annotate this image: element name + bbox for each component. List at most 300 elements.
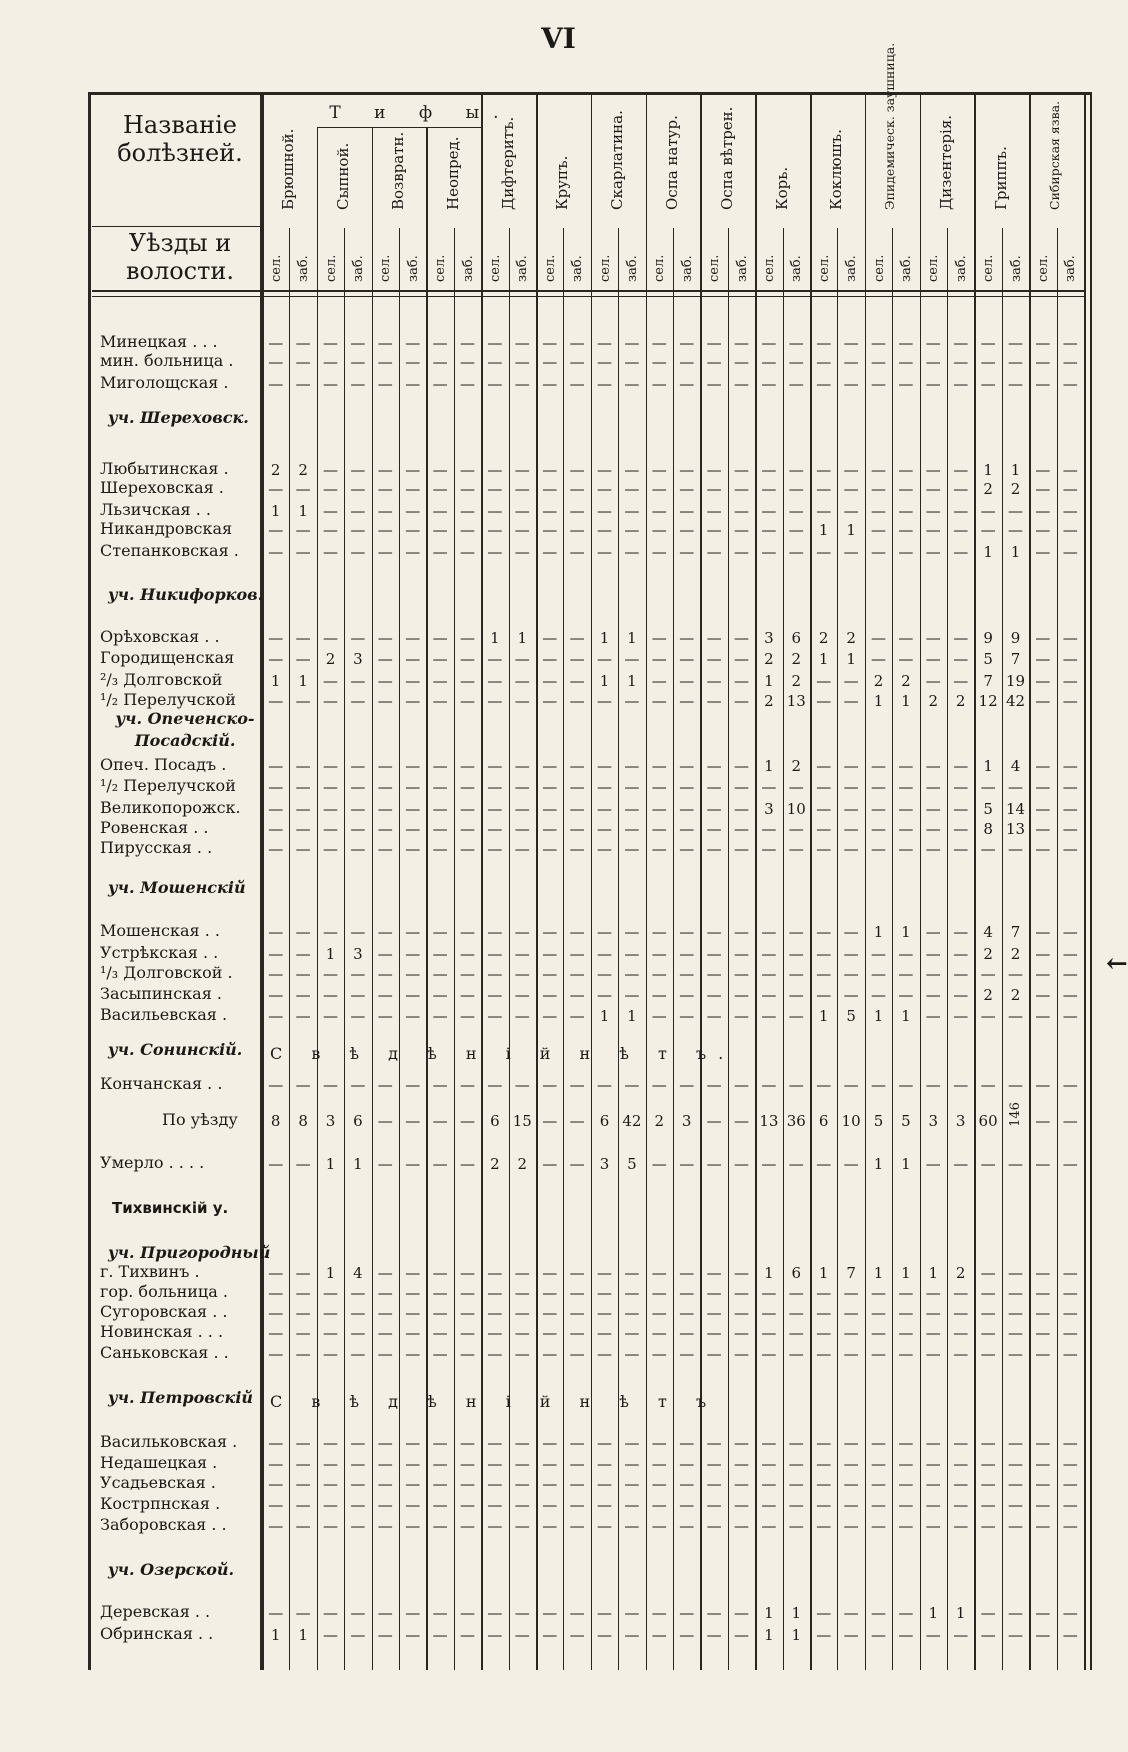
data-cell: 9 [983, 629, 993, 647]
data-cell: 1 [325, 1264, 336, 1282]
empty-cell-dash: — [514, 521, 530, 539]
empty-cell-dash: — [1062, 800, 1078, 818]
empty-cell-dash: — [432, 778, 448, 796]
data-cell: 7 [1010, 923, 1021, 941]
empty-cell-dash: — [377, 945, 393, 963]
empty-cell-dash: — [432, 1007, 448, 1025]
empty-cell-dash: — [542, 692, 558, 710]
row-label: ¹/₂ Перелучской [100, 776, 236, 795]
empty-cell-dash: — [377, 1324, 393, 1342]
empty-cell-dash: — [1035, 800, 1051, 818]
empty-cell-dash: — [459, 986, 475, 1004]
data-cell: 4 [353, 1264, 363, 1282]
empty-cell-dash: — [514, 1496, 530, 1514]
empty-cell-dash: — [953, 1345, 969, 1363]
row-label: Заборовская . . [100, 1515, 227, 1534]
typhus-group-title: Т и ф ы. [329, 103, 513, 123]
empty-cell-dash: — [706, 778, 722, 796]
empty-cell-dash: — [706, 353, 722, 371]
empty-cell-dash: — [295, 1264, 311, 1282]
data-cell: 5 [983, 650, 993, 668]
empty-cell-dash: — [953, 778, 969, 796]
empty-cell-dash: — [651, 1475, 667, 1493]
empty-cell-dash: — [651, 502, 667, 520]
empty-cell-dash: — [596, 480, 612, 498]
data-cell: 7 [983, 672, 993, 690]
sub-header-sel: сел. [433, 254, 449, 282]
empty-cell-dash: — [1035, 965, 1051, 983]
empty-cell-dash: — [898, 965, 914, 983]
empty-cell-dash: — [1007, 1475, 1023, 1493]
empty-cell-dash: — [542, 502, 558, 520]
sub-header-sel: сел. [487, 254, 503, 282]
empty-cell-dash: — [432, 334, 448, 352]
district-title: Уѣзды и волости. [126, 229, 234, 285]
data-cell: 146 [1007, 1102, 1023, 1127]
empty-cell-dash: — [1007, 1155, 1023, 1173]
empty-cell-dash: — [898, 1475, 914, 1493]
empty-cell-dash: — [377, 1475, 393, 1493]
row-label: Минецкая . . . [100, 332, 218, 351]
empty-cell-dash: — [733, 375, 749, 393]
empty-cell-dash: — [679, 923, 695, 941]
empty-cell-dash: — [1035, 650, 1051, 668]
empty-cell-dash: — [322, 521, 338, 539]
empty-cell-dash: — [706, 672, 722, 690]
data-cell: 14 [1005, 800, 1026, 818]
empty-cell-dash: — [953, 480, 969, 498]
empty-cell-dash: — [514, 692, 530, 710]
empty-cell-dash: — [733, 1604, 749, 1622]
empty-cell-dash: — [1035, 1626, 1051, 1644]
empty-cell-dash: — [706, 521, 722, 539]
empty-cell-dash: — [596, 1626, 612, 1644]
empty-cell-dash: — [405, 1112, 421, 1130]
data-cell: 7 [846, 1264, 856, 1282]
empty-cell-dash: — [1062, 1264, 1078, 1282]
empty-cell-dash: — [733, 1475, 749, 1493]
empty-cell-dash: — [651, 1076, 667, 1094]
empty-cell-dash: — [870, 629, 886, 647]
empty-cell-dash: — [322, 334, 338, 352]
empty-cell-dash: — [377, 1517, 393, 1535]
empty-cell-dash: — [925, 757, 941, 775]
empty-cell-dash: — [322, 1626, 338, 1644]
empty-cell-dash: — [542, 945, 558, 963]
empty-cell-dash: — [405, 1155, 421, 1173]
empty-cell-dash: — [542, 543, 558, 561]
empty-cell-dash: — [788, 480, 804, 498]
empty-cell-dash: — [953, 1455, 969, 1473]
empty-cell-dash: — [1035, 945, 1051, 963]
data-cell: 13 [759, 1112, 779, 1130]
empty-cell-dash: — [898, 1284, 914, 1302]
empty-cell-dash: — [295, 334, 311, 352]
empty-cell-dash: — [788, 1076, 804, 1094]
empty-cell-dash: — [953, 461, 969, 479]
disease-column-header: Дифтеритъ. [498, 116, 517, 210]
empty-cell-dash: — [733, 1626, 749, 1644]
empty-cell-dash: — [651, 375, 667, 393]
empty-cell-dash: — [980, 1604, 996, 1622]
empty-cell-dash: — [405, 820, 421, 838]
empty-cell-dash: — [679, 502, 695, 520]
empty-cell-dash: — [898, 1324, 914, 1342]
empty-cell-dash: — [569, 543, 585, 561]
empty-cell-dash: — [925, 778, 941, 796]
empty-cell-dash: — [679, 1304, 695, 1322]
empty-cell-dash: — [268, 480, 284, 498]
empty-cell-dash: — [432, 480, 448, 498]
empty-cell-dash: — [624, 521, 640, 539]
disease-column-header: Возвратн. [389, 131, 407, 210]
empty-cell-dash: — [706, 1284, 722, 1302]
data-cell: 5 [627, 1155, 637, 1173]
empty-cell-dash: — [651, 1626, 667, 1644]
empty-cell-dash: — [322, 1007, 338, 1025]
empty-cell-dash: — [679, 1434, 695, 1452]
row-label: Кончанская . . [100, 1074, 223, 1093]
empty-cell-dash: — [624, 1475, 640, 1493]
empty-cell-dash: — [706, 480, 722, 498]
data-cell: 1 [627, 1007, 637, 1025]
empty-cell-dash: — [870, 521, 886, 539]
empty-cell-dash: — [459, 840, 475, 858]
empty-cell-dash: — [953, 1517, 969, 1535]
empty-cell-dash: — [788, 375, 804, 393]
margin-arrow-annotation: ← [1106, 949, 1128, 979]
empty-cell-dash: — [953, 1007, 969, 1025]
empty-cell-dash: — [706, 543, 722, 561]
data-cell: 1 [791, 1604, 802, 1622]
column-rule [1084, 92, 1086, 1670]
empty-cell-dash: — [733, 1284, 749, 1302]
empty-cell-dash: — [679, 986, 695, 1004]
empty-cell-dash: — [405, 800, 421, 818]
empty-cell-dash: — [268, 757, 284, 775]
empty-cell-dash: — [377, 1284, 393, 1302]
empty-cell-dash: — [596, 965, 612, 983]
empty-cell-dash: — [761, 820, 777, 838]
data-cell: 1 [764, 1264, 774, 1282]
data-cell: 2 [901, 672, 911, 690]
empty-cell-dash: — [1007, 521, 1023, 539]
empty-cell-dash: — [596, 353, 612, 371]
empty-cell-dash: — [1062, 334, 1078, 352]
empty-cell-dash: — [624, 1345, 640, 1363]
empty-cell-dash: — [459, 543, 475, 561]
data-cell: 2 [1010, 986, 1021, 1004]
empty-cell-dash: — [268, 1455, 284, 1473]
empty-cell-dash: — [679, 1324, 695, 1342]
empty-cell-dash: — [596, 1475, 612, 1493]
empty-cell-dash: — [624, 923, 640, 941]
empty-cell-dash: — [1035, 923, 1051, 941]
empty-cell-dash: — [925, 650, 941, 668]
header-bottom-rule [92, 290, 1084, 292]
empty-cell-dash: — [706, 375, 722, 393]
empty-cell-dash: — [898, 1604, 914, 1622]
sub-header-zab: заб. [350, 255, 366, 282]
empty-cell-dash: — [514, 778, 530, 796]
empty-cell-dash: — [295, 1475, 311, 1493]
empty-cell-dash: — [870, 375, 886, 393]
empty-cell-dash: — [925, 502, 941, 520]
empty-cell-dash: — [953, 800, 969, 818]
empty-cell-dash: — [350, 1304, 366, 1322]
empty-cell-dash: — [295, 1155, 311, 1173]
data-cell: 1 [764, 757, 774, 775]
empty-cell-dash: — [487, 1304, 503, 1322]
empty-cell-dash: — [542, 1345, 558, 1363]
empty-cell-dash: — [733, 840, 749, 858]
sub-header-zab: заб. [953, 255, 969, 282]
empty-cell-dash: — [596, 1304, 612, 1322]
empty-cell-dash: — [733, 1496, 749, 1514]
empty-cell-dash: — [870, 1324, 886, 1342]
data-cell: 3 [353, 945, 363, 963]
empty-cell-dash: — [816, 1345, 832, 1363]
data-cell: 2 [928, 692, 939, 710]
empty-cell-dash: — [624, 800, 640, 818]
empty-cell-dash: — [569, 820, 585, 838]
empty-cell-dash: — [761, 778, 777, 796]
empty-cell-dash: — [679, 692, 695, 710]
empty-cell-dash: — [322, 1475, 338, 1493]
empty-cell-dash: — [706, 965, 722, 983]
empty-cell-dash: — [898, 461, 914, 479]
empty-cell-dash: — [1007, 353, 1023, 371]
empty-cell-dash: — [1035, 1324, 1051, 1342]
empty-cell-dash: — [1062, 1324, 1078, 1342]
empty-cell-dash: — [322, 1434, 338, 1452]
column-rule [1029, 92, 1031, 1670]
empty-cell-dash: — [377, 502, 393, 520]
empty-cell-dash: — [350, 757, 366, 775]
empty-cell-dash: — [322, 1455, 338, 1473]
empty-cell-dash: — [268, 521, 284, 539]
empty-cell-dash: — [596, 1434, 612, 1452]
row-label: ¹/₃ Долговской . [100, 963, 233, 982]
empty-cell-dash: — [268, 692, 284, 710]
empty-cell-dash: — [596, 521, 612, 539]
empty-cell-dash: — [925, 375, 941, 393]
data-cell: 1 [599, 672, 610, 690]
empty-cell-dash: — [514, 1264, 530, 1282]
empty-cell-dash: — [651, 757, 667, 775]
data-cell: 3 [928, 1112, 939, 1130]
empty-cell-dash: — [459, 1434, 475, 1452]
empty-cell-dash: — [761, 1304, 777, 1322]
empty-cell-dash: — [542, 521, 558, 539]
empty-cell-dash: — [733, 353, 749, 371]
county-label: Тихвинскій у. [112, 1199, 229, 1217]
empty-cell-dash: — [898, 1517, 914, 1535]
empty-cell-dash: — [432, 965, 448, 983]
empty-cell-dash: — [268, 820, 284, 838]
empty-cell-dash: — [405, 629, 421, 647]
empty-cell-dash: — [816, 692, 832, 710]
empty-cell-dash: — [405, 923, 421, 941]
empty-cell-dash: — [377, 1112, 393, 1130]
empty-cell-dash: — [1035, 840, 1051, 858]
empty-cell-dash: — [870, 1496, 886, 1514]
empty-cell-dash: — [569, 1604, 585, 1622]
empty-cell-dash: — [925, 800, 941, 818]
empty-cell-dash: — [816, 1475, 832, 1493]
empty-cell-dash: — [1062, 1155, 1078, 1173]
section-label: уч. Петровскій [108, 1388, 254, 1407]
empty-cell-dash: — [295, 945, 311, 963]
disease-column-header: Неопред. [443, 136, 462, 210]
row-label: Пирусская . . [100, 838, 213, 857]
empty-cell-dash: — [706, 1455, 722, 1473]
empty-cell-dash: — [268, 650, 284, 668]
empty-cell-dash: — [295, 965, 311, 983]
empty-cell-dash: — [733, 650, 749, 668]
empty-cell-dash: — [350, 1626, 366, 1644]
empty-cell-dash: — [405, 986, 421, 1004]
empty-cell-dash: — [733, 1076, 749, 1094]
empty-cell-dash: — [706, 1112, 722, 1130]
empty-cell-dash: — [596, 923, 612, 941]
empty-cell-dash: — [761, 1345, 777, 1363]
empty-cell-dash: — [514, 1324, 530, 1342]
empty-cell-dash: — [322, 1604, 338, 1622]
empty-cell-dash: — [816, 1155, 832, 1173]
empty-cell-dash: — [761, 840, 777, 858]
empty-cell-dash: — [788, 945, 804, 963]
data-cell: 1 [764, 672, 774, 690]
empty-cell-dash: — [322, 923, 338, 941]
data-cell: 1 [955, 1604, 966, 1622]
empty-cell-dash: — [542, 1324, 558, 1342]
empty-cell-dash: — [1007, 1076, 1023, 1094]
data-cell: 6 [791, 629, 802, 647]
empty-cell-dash: — [898, 353, 914, 371]
empty-cell-dash: — [542, 923, 558, 941]
empty-cell-dash: — [953, 965, 969, 983]
empty-cell-dash: — [898, 1304, 914, 1322]
empty-cell-dash: — [295, 757, 311, 775]
empty-cell-dash: — [925, 945, 941, 963]
data-cell: 10 [786, 800, 806, 818]
empty-cell-dash: — [487, 945, 503, 963]
empty-cell-dash: — [679, 800, 695, 818]
empty-cell-dash: — [1035, 353, 1051, 371]
disease-column-header: Скарлатина. [608, 110, 627, 210]
row-label: Умерло . . . . [100, 1153, 205, 1172]
empty-cell-dash: — [459, 778, 475, 796]
data-cell: 7 [1010, 650, 1021, 668]
empty-cell-dash: — [322, 1284, 338, 1302]
data-cell: 2 [654, 1112, 665, 1130]
empty-cell-dash: — [514, 650, 530, 668]
empty-cell-dash: — [1062, 1345, 1078, 1363]
empty-cell-dash: — [733, 502, 749, 520]
empty-cell-dash: — [1062, 1007, 1078, 1025]
empty-cell-dash: — [322, 840, 338, 858]
empty-cell-dash: — [295, 375, 311, 393]
empty-cell-dash: — [898, 945, 914, 963]
data-cell: 1 [818, 650, 829, 668]
empty-cell-dash: — [953, 1284, 969, 1302]
empty-cell-dash: — [706, 1324, 722, 1342]
empty-cell-dash: — [268, 1496, 284, 1514]
empty-cell-dash: — [405, 502, 421, 520]
data-cell: 1 [873, 1155, 884, 1173]
empty-cell-dash: — [432, 1455, 448, 1473]
row-label: Васильевская . [100, 1005, 228, 1024]
empty-cell-dash: — [761, 1475, 777, 1493]
empty-cell-dash: — [624, 692, 640, 710]
empty-cell-dash: — [514, 1475, 530, 1493]
empty-cell-dash: — [377, 334, 393, 352]
sub-header-sel: сел. [652, 254, 668, 282]
empty-cell-dash: — [870, 334, 886, 352]
empty-cell-dash: — [350, 800, 366, 818]
empty-cell-dash: — [542, 1604, 558, 1622]
empty-cell-dash: — [350, 1455, 366, 1473]
empty-cell-dash: — [706, 800, 722, 818]
empty-cell-dash: — [459, 1304, 475, 1322]
empty-cell-dash: — [569, 965, 585, 983]
empty-cell-dash: — [651, 1304, 667, 1322]
empty-cell-dash: — [1062, 1496, 1078, 1514]
section-label: уч. Опеченско-Посадскій. [115, 709, 255, 750]
empty-cell-dash: — [870, 461, 886, 479]
empty-cell-dash: — [679, 1517, 695, 1535]
empty-cell-dash: — [651, 672, 667, 690]
sub-header-sel: сел. [761, 254, 777, 282]
empty-cell-dash: — [953, 986, 969, 1004]
empty-cell-dash: — [487, 1264, 503, 1282]
row-label: Никандровская [100, 519, 233, 538]
empty-cell-dash: — [706, 945, 722, 963]
sub-header-zab: заб. [844, 255, 860, 282]
row-label: Недашецкая . [100, 1453, 218, 1472]
empty-cell-dash: — [405, 521, 421, 539]
empty-cell-dash: — [1062, 480, 1078, 498]
empty-cell-dash: — [733, 521, 749, 539]
data-cell: 2 [846, 629, 856, 647]
empty-cell-dash: — [1007, 1604, 1023, 1622]
empty-cell-dash: — [1007, 375, 1023, 393]
empty-cell-dash: — [898, 1076, 914, 1094]
empty-cell-dash: — [596, 1284, 612, 1302]
data-cell: 1 [325, 945, 336, 963]
empty-cell-dash: — [542, 757, 558, 775]
row-label: гор. больница . [100, 1282, 228, 1301]
empty-cell-dash: — [843, 1155, 859, 1173]
data-cell: 1 [599, 1007, 610, 1025]
empty-cell-dash: — [569, 1076, 585, 1094]
empty-cell-dash: — [870, 1604, 886, 1622]
empty-cell-dash: — [651, 1496, 667, 1514]
empty-cell-dash: — [733, 820, 749, 838]
empty-cell-dash: — [1062, 757, 1078, 775]
empty-cell-dash: — [569, 353, 585, 371]
empty-cell-dash: — [295, 1496, 311, 1514]
empty-cell-dash: — [514, 965, 530, 983]
data-cell: 2 [818, 629, 829, 647]
row-label: Саньковская . . [100, 1343, 229, 1362]
empty-cell-dash: — [843, 1076, 859, 1094]
empty-cell-dash: — [624, 965, 640, 983]
empty-cell-dash: — [542, 1304, 558, 1322]
empty-cell-dash: — [651, 629, 667, 647]
empty-cell-dash: — [733, 543, 749, 561]
